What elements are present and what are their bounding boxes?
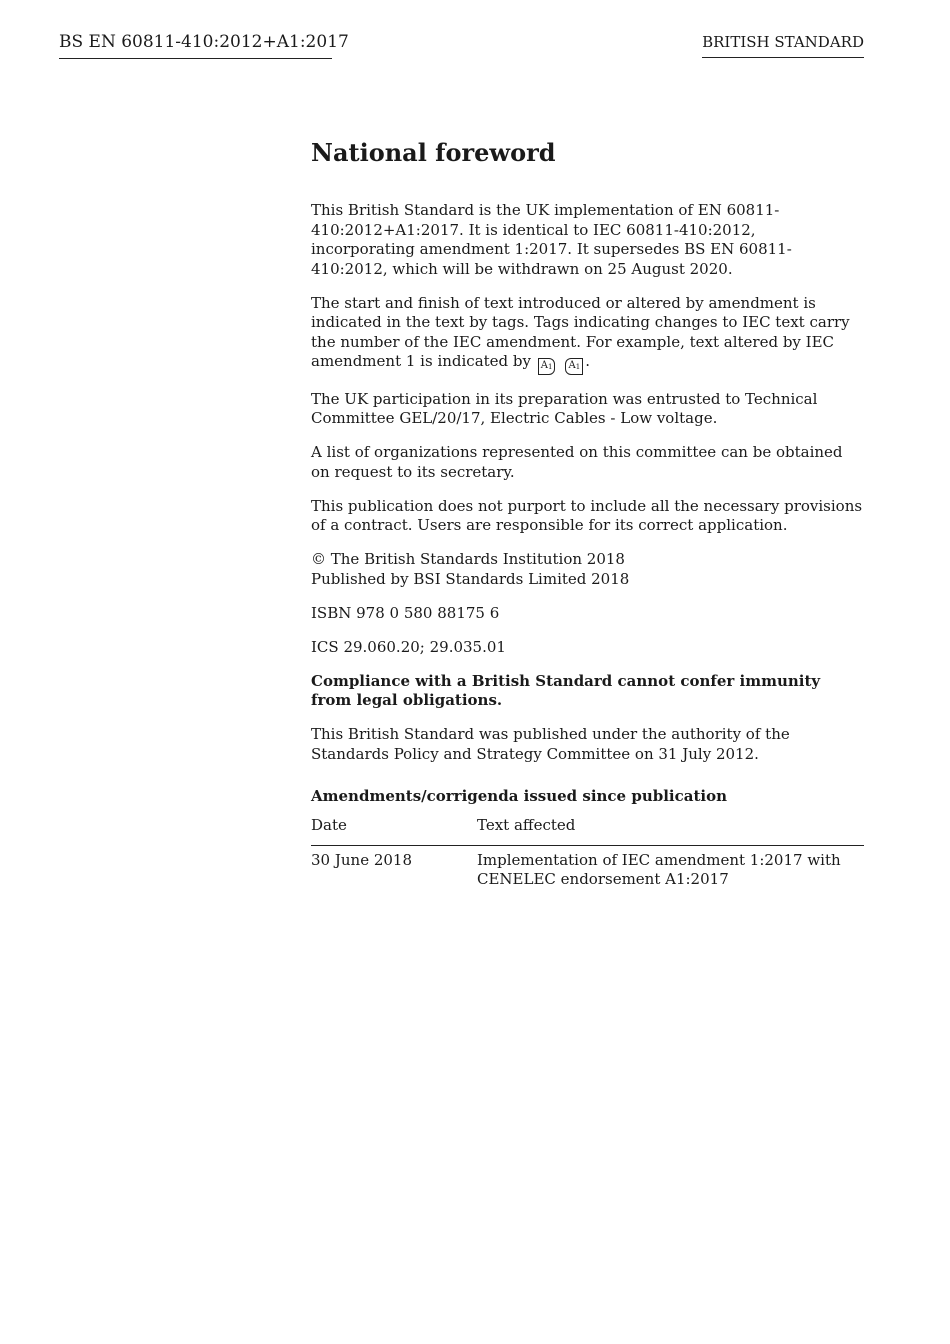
authority-statement: This British Standard was published under the authority of the Standards Policy and Strategy Committee on 31 July 2012. — [311, 725, 790, 763]
publisher-line: Published by BSI Standards Limited 2018 — [311, 569, 630, 588]
amendment-date-cell: 30 June 2018 — [311, 850, 413, 869]
page-title: National foreword — [311, 138, 556, 167]
amendment-start-tag-letter: A — [540, 360, 549, 371]
amendment-end-tag-number: 1 — [575, 363, 581, 371]
amendment-end-tag-letter: A — [568, 360, 576, 371]
paragraph-contract-disclaimer: This publication does not purport to include all the necessary provisions of a contract. Users are responsible for its correct application. — [311, 496, 863, 534]
table-row — [311, 845, 864, 890]
column-header-text-affected: Text affected — [477, 814, 864, 845]
isbn-line: ISBN 978 0 580 88175 6 — [311, 603, 500, 622]
header-document-id: BS EN 60811-410:2012+A1:2017 — [59, 31, 332, 59]
copyright-line: © The British Standards Institution 2018 — [311, 550, 625, 568]
paragraph-amendment-tags — [311, 294, 864, 376]
amendment-end-tag-icon — [565, 358, 583, 375]
paragraph-organizations: A list of organizations represented on this committee can be obtained on request to its secretary. — [311, 443, 843, 481]
amendment-start-tag-number: 1 — [548, 363, 553, 371]
header-series-label: BRITISH STANDARD — [702, 32, 864, 58]
amendments-table-header-row — [311, 814, 864, 845]
column-header-date: Date — [311, 814, 477, 845]
main-content — [311, 138, 864, 890]
amendments-heading: Amendments/corrigenda issued since publication — [311, 787, 727, 805]
compliance-statement: Compliance with a British Standard cannot confer immunity from legal obligations. — [311, 671, 821, 709]
amendment-text-cell: Implementation of IEC amendment 1:2017 with CENELEC endorsement A1:2017 — [477, 850, 841, 888]
amendments-table — [311, 814, 864, 890]
amendment-start-tag-icon — [538, 358, 556, 375]
copyright-block — [311, 550, 864, 589]
paragraph-committee: The UK participation in its preparation was entrusted to Technical Committee GEL/20/17, Electric Cables - Low voltage. — [311, 389, 818, 427]
paragraph-amendment-tags-end: . — [585, 352, 590, 370]
ics-line: ICS 29.060.20; 29.035.01 — [311, 637, 506, 656]
paragraph-implementation: This British Standard is the UK implementation of EN 60811-410:2012+A1:2017. It is identical to IEC 60811-410:2012, incorporating amendment 1:2017. It supersedes BS EN 60811-410:2012, which will be withdrawn on 25 August 2020. — [311, 201, 792, 278]
paragraph-amendment-tags-text: The start and finish of text introduced or altered by amendment is indicated in the text by tags. Tags indicating changes to IEC text carry the number of the IEC amendment. For example, text altered by IEC amendment 1 is indicated by — [311, 293, 850, 370]
